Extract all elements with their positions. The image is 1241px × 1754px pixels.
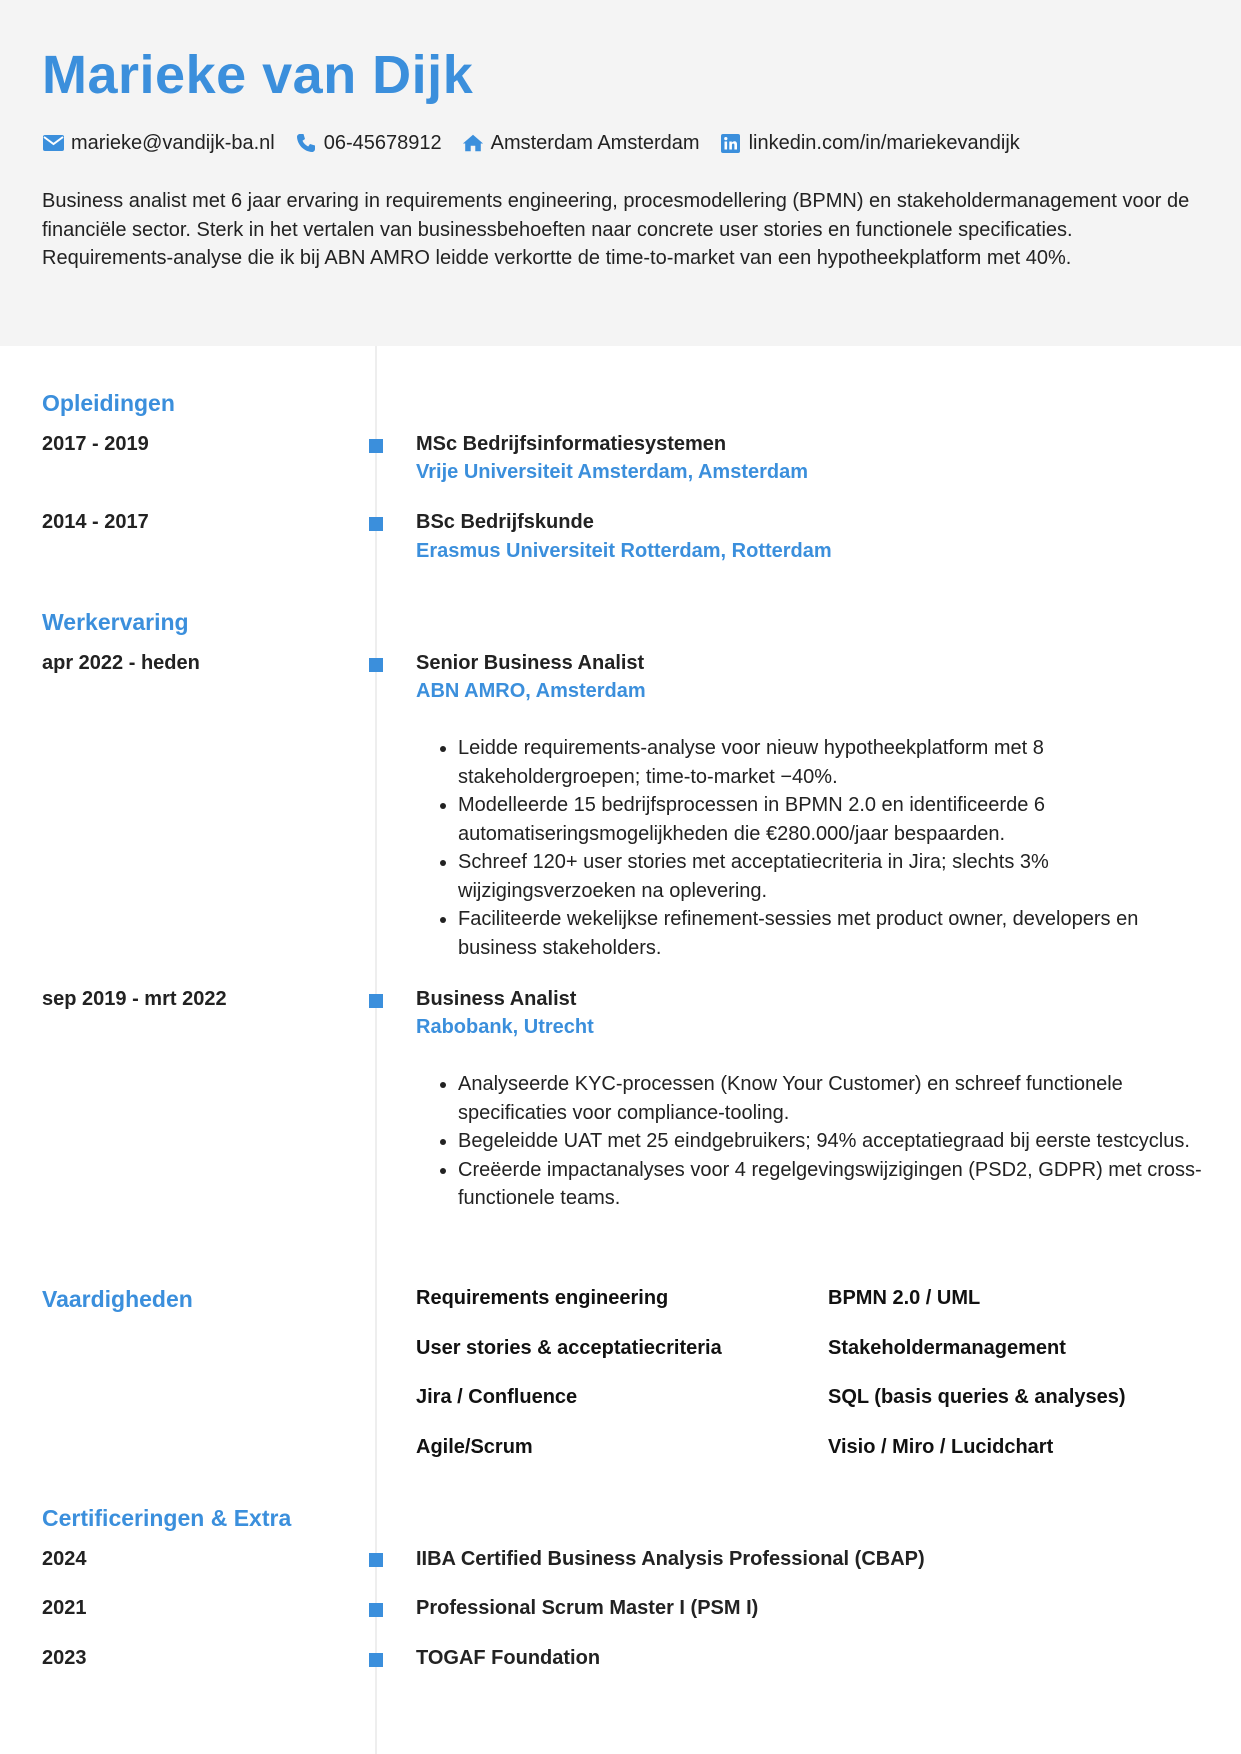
skill-item: SQL (basis queries & analyses) [828, 1386, 1126, 1408]
education-date: 2014 - 2017 [42, 511, 149, 533]
contact-phone[interactable] [295, 132, 442, 155]
achievement-item: • Creëerde impactanalyses voor 4 regelgevingswijzigingen (PSD2, GDPR) met cross-functionele teams. [458, 1156, 1218, 1213]
job-role: Business Analist [416, 988, 577, 1010]
envelope-icon [42, 132, 64, 154]
experience-heading: Werkervaring [42, 609, 189, 635]
certification-year: 2023 [42, 1647, 87, 1669]
skill-item: Stakeholdermanagement [828, 1337, 1066, 1359]
certification-name: IIBA Certified Business Analysis Professional (CBAP) [416, 1548, 925, 1570]
job-date: sep 2019 - mrt 2022 [42, 988, 227, 1010]
certification-year: 2021 [42, 1597, 87, 1619]
contact-linkedin-text: linkedin.com/in/mariekevandijk [748, 131, 1020, 154]
timeline-marker [369, 517, 383, 531]
contact-bar [42, 128, 1040, 158]
contact-location [462, 132, 700, 155]
header [0, 0, 1241, 346]
job-achievements [416, 1070, 1218, 1213]
job-company: ABN AMRO, Amsterdam [416, 680, 646, 702]
job-company: Rabobank, Utrecht [416, 1016, 594, 1038]
job-achievements [416, 734, 1218, 962]
contact-location-text: Amsterdam Amsterdam [490, 131, 700, 154]
achievement-item: • Modelleerde 15 bedrijfsprocessen in BPMN 2.0 en identificeerde 6 automatiseringsmogelijkheden die €280.000/jaar bespaarden. [458, 791, 1218, 848]
achievement-item: • Schreef 120+ user stories met acceptatiecriteria in Jira; slechts 3% wijzigingsverzoeken na oplevering. [458, 848, 1218, 905]
education-school: Vrije Universiteit Amsterdam, Amsterdam [416, 461, 809, 483]
job-role: Senior Business Analist [416, 652, 645, 674]
education-degree: MSc Bedrijfsinformatiesystemen [416, 433, 727, 455]
home-icon [462, 132, 484, 154]
skill-item: BPMN 2.0 / UML [828, 1287, 981, 1309]
profile-summary: Business analist met 6 jaar ervaring in requirements engineering, procesmodellering (BPMN) en stakeholdermanagement voor de financiële sector. Sterk in het vertalen van businessbehoeften naar concrete user stories en functionele specificaties. Requirements-analyse die ik bij ABN AMRO leidde verkortte de time-to-market van een hypotheekplatform met 40%. [42, 190, 1190, 269]
certification-name: TOGAF Foundation [416, 1647, 601, 1669]
achievement-item: • Analyseerde KYC-processen (Know Your Customer) en schreef functionele specificaties voor compliance-tooling. [458, 1070, 1218, 1127]
timeline-marker [369, 994, 383, 1008]
contact-linkedin[interactable] [720, 132, 1020, 155]
skill-item: Visio / Miro / Lucidchart [828, 1436, 1054, 1458]
education-degree: BSc Bedrijfskunde [416, 511, 594, 533]
timeline-marker [369, 1603, 383, 1617]
achievement-item: • Faciliteerde wekelijkse refinement-sessies met product owner, developers en business stakeholders. [458, 905, 1218, 962]
phone-icon [295, 132, 317, 154]
skill-item: Requirements engineering [416, 1287, 669, 1309]
achievement-item: • Begeleidde UAT met 25 eindgebruikers; 94% acceptatiegraad bij eerste testcyclus. [458, 1127, 1218, 1156]
contact-phone-text: 06-45678912 [323, 131, 442, 154]
achievement-item: • Leidde requirements-analyse voor nieuw hypotheekplatform met 8 stakeholdergroepen; time-to-market −40%. [458, 734, 1218, 791]
education-heading: Opleidingen [42, 390, 175, 416]
skill-item: Jira / Confluence [416, 1386, 578, 1408]
education-school: Erasmus Universiteit Rotterdam, Rotterdam [416, 540, 832, 562]
timeline-marker [369, 439, 383, 453]
skill-item: User stories & acceptatiecriteria [416, 1337, 722, 1359]
timeline-divider [375, 346, 377, 1754]
linkedin-icon [720, 132, 742, 154]
contact-email[interactable] [42, 132, 275, 155]
skill-item: Agile/Scrum [416, 1436, 533, 1458]
certification-year: 2024 [42, 1548, 87, 1570]
timeline-marker [369, 1553, 383, 1567]
certifications-heading: Certificeringen & Extra [42, 1505, 292, 1531]
skills-heading: Vaardigheden [42, 1286, 193, 1312]
timeline-marker [369, 658, 383, 672]
timeline-marker [369, 1653, 383, 1667]
candidate-name: Marieke van Dijk [42, 45, 474, 105]
job-date: apr 2022 - heden [42, 652, 200, 674]
certification-name: Professional Scrum Master I (PSM I) [416, 1597, 759, 1619]
contact-email-text: marieke@vandijk-ba.nl [71, 131, 275, 154]
education-date: 2017 - 2019 [42, 433, 149, 455]
